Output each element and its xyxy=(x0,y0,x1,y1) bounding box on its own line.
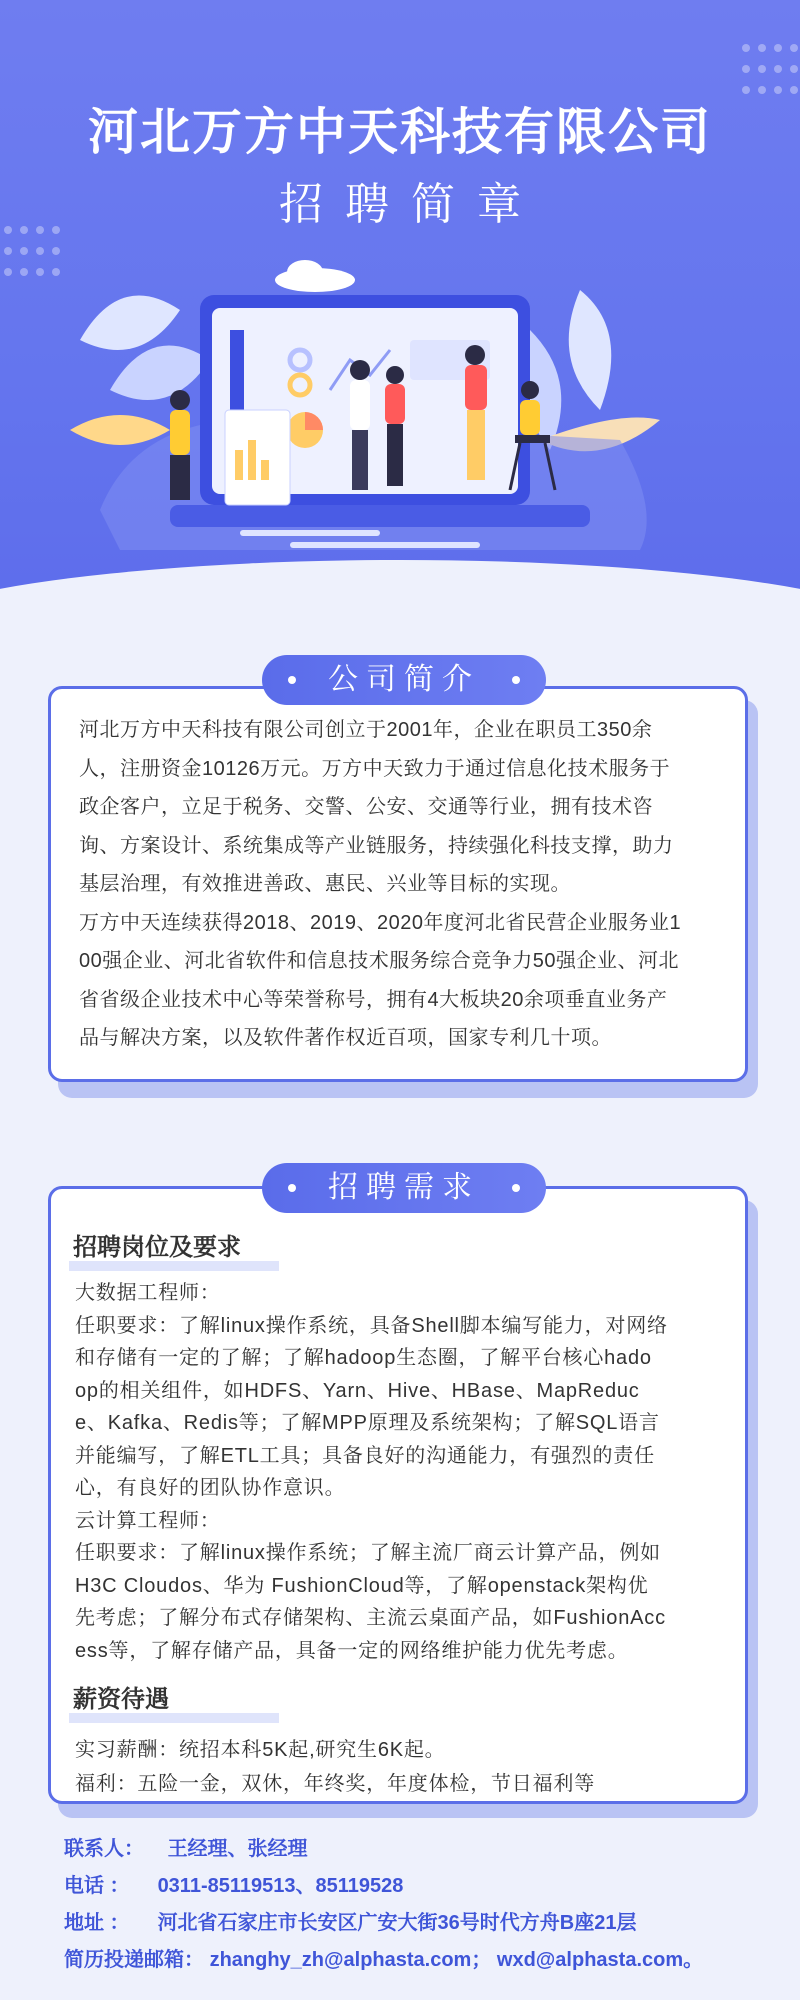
recruit-section-pill xyxy=(262,1163,546,1213)
intro-card xyxy=(48,686,748,1082)
position-line: 大数据工程师： xyxy=(75,1282,221,1304)
intro-line: 河北万方中天科技有限公司创立于2001年，企业在职员工350余 xyxy=(79,719,653,741)
position-line: 和存储有一定的了解；了解hadoop生态圈，了解平台核心hado xyxy=(75,1347,652,1369)
contact-address-row xyxy=(64,1906,637,1935)
salary-line: 实习薪酬：统招本科5K起,研究生6K起。 xyxy=(75,1739,446,1761)
positions-text xyxy=(75,1277,725,1667)
contact-email-label: 简历投递邮箱： xyxy=(64,1949,204,1971)
contact-person-row xyxy=(64,1832,308,1861)
position-line: 任职要求：了解linux操作系统；了解主流厂商云计算产品，例如 xyxy=(75,1542,661,1564)
salary-heading: 薪资待遇 xyxy=(73,1686,169,1713)
intro-line: 万方中天连续获得2018、2019、2020年度河北省民营企业服务业1 xyxy=(79,911,682,934)
contact-phone-row xyxy=(64,1869,403,1898)
contact-address-value: 河北省石家庄市长安区广安大街36号时代方舟B座21层 xyxy=(157,1912,637,1934)
position-line: ess等，了解存储产品，具备一定的网络维护能力优先考虑。 xyxy=(75,1639,629,1662)
contact-address-label: 地址 ： xyxy=(64,1912,130,1934)
intro-section-pill xyxy=(262,655,546,705)
contact-phone-value: 0311-85119513、85119528 xyxy=(157,1875,404,1897)
contact-person-label: 联系人： xyxy=(64,1838,144,1860)
intro-line: 基层治理，有效推进善政、惠民、兴业等目标的实现。 xyxy=(79,873,571,895)
position-line: 并能编写，了解ETL工具；具备良好的沟通能力，有强烈的责任 xyxy=(75,1444,655,1467)
contact-email-value[interactable]: zhanghy_zh@alphasta.com； wxd@alphasta.com。 xyxy=(209,1949,704,1971)
recruit-section-title: 招聘需求 xyxy=(328,1171,480,1204)
position-line: 任职要求：了解linux操作系统，具备Shell脚本编写能力，对网络 xyxy=(75,1314,668,1337)
page-subtitle: 招聘简章 xyxy=(279,180,543,229)
intro-line: 询、方案设计、系统集成等产业链服务，持续强化科技支撑，助力 xyxy=(79,834,674,857)
recruit-card xyxy=(48,1186,748,1804)
intro-text xyxy=(79,711,723,1058)
intro-line: 品与解决方案，以及软件著作权近百项，国家专利几十项。 xyxy=(79,1027,612,1049)
intro-section-title: 公司简介 xyxy=(328,663,480,696)
position-line: 云计算工程师： xyxy=(75,1509,221,1532)
salary-heading-wrap xyxy=(73,1679,169,1714)
office-illustration xyxy=(60,250,680,580)
position-line: op的相关组件，如HDFS、Yarn、Hive、HBase、MapReduc xyxy=(75,1379,640,1402)
position-line: e、Kafka、Redis等；了解MPP原理及系统架构；了解SQL语言 xyxy=(75,1412,660,1434)
heading-underline xyxy=(69,1261,279,1271)
positions-heading: 招聘岗位及要求 xyxy=(73,1234,241,1261)
intro-line: 省省级企业技术中心等荣誉称号，拥有4大板块20余项垂直业务产 xyxy=(79,988,668,1011)
position-line: H3C Cloudos、华为 FushionCloud等，了解openstack架构优 xyxy=(75,1574,649,1597)
salary-line: 福利：五险一金，双休，年终奖，年度体检，节日福利等 xyxy=(75,1773,595,1795)
position-line: 心，有良好的团队协作意识。 xyxy=(75,1477,346,1499)
contact-person-value: 王经理、张经理 xyxy=(167,1838,308,1860)
intro-line: 政企客户，立足于税务、交警、公安、交通等行业，拥有技术咨 xyxy=(79,796,653,818)
intro-line: 人，注册资金10126万元。万方中天致力于通过信息化技术服务于 xyxy=(79,757,671,780)
heading-underline xyxy=(69,1713,279,1723)
intro-line: 00强企业、河北省软件和信息技术服务综合竞争力50强企业、河北 xyxy=(79,950,679,972)
position-line: 先考虑；了解分布式存储架构、主流云桌面产品，如FushionAcc xyxy=(75,1607,666,1629)
hero-banner xyxy=(0,0,800,630)
contact-email-row xyxy=(64,1943,703,1972)
contact-phone-label: 电话 ： xyxy=(64,1875,130,1897)
salary-text xyxy=(75,1733,725,1801)
positions-heading-wrap xyxy=(73,1227,241,1262)
company-title: 河北万方中天科技有限公司 xyxy=(88,104,712,160)
